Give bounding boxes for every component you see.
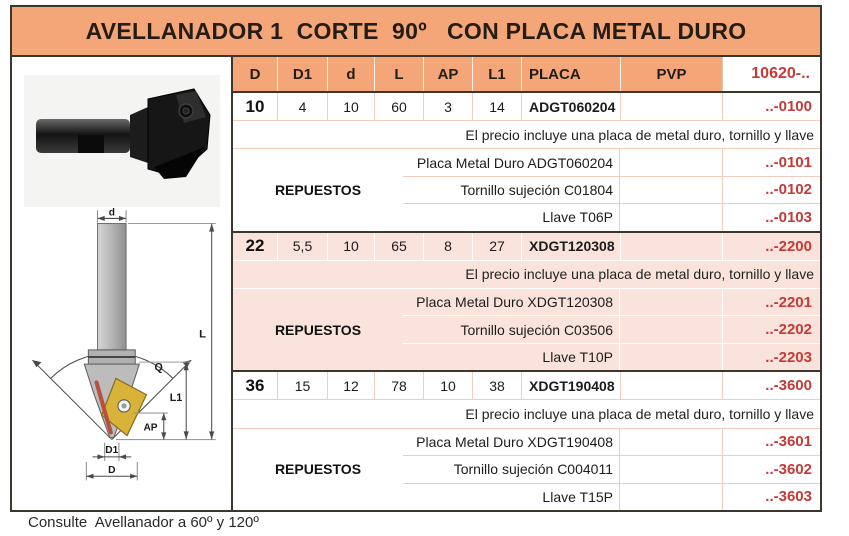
spec-order-code: ..-3600	[722, 372, 820, 399]
catalog-frame	[10, 5, 822, 512]
spare-part-pvp	[620, 456, 722, 482]
spare-parts-rows	[403, 289, 820, 370]
spec-placa: ADGT060204	[521, 93, 620, 120]
spare-part-desc: Tornillo sujeción C03506	[403, 316, 620, 342]
dim-label-D1: D1	[105, 444, 119, 456]
spare-parts-label: REPUESTOS	[274, 321, 362, 338]
spec-D: 10	[245, 96, 265, 116]
spare-part-code: ..-2201	[722, 289, 820, 315]
spare-part-row	[403, 343, 820, 370]
spare-part-code: ..-2202	[722, 316, 820, 342]
spare-part-code: ..-0101	[722, 149, 820, 175]
col-header-D: D	[249, 65, 261, 83]
spec-AP: 3	[423, 93, 472, 120]
dim-label-L: L	[199, 328, 206, 341]
spare-part-code: ..-0102	[722, 177, 820, 203]
spare-parts-block	[233, 288, 820, 370]
spec-L: 78	[374, 372, 423, 399]
spare-part-row	[403, 149, 820, 175]
dim-label-L1: L1	[169, 391, 183, 404]
col-header-AP: AP	[423, 57, 472, 91]
spec-AP: 8	[423, 233, 472, 260]
spare-part-desc: Llave T15P	[403, 484, 620, 510]
spec-order-code: ..-0100	[722, 93, 820, 120]
spare-part-code: ..-3601	[722, 429, 820, 455]
spare-part-desc: Llave T10P	[403, 344, 620, 370]
spare-part-row	[403, 315, 820, 342]
product-image-panel	[12, 57, 233, 510]
product-group-d10	[233, 91, 820, 231]
col-header-d: d	[327, 57, 374, 91]
spare-part-pvp	[620, 316, 722, 342]
product-photo	[24, 75, 220, 212]
spec-D1: 4	[277, 93, 327, 120]
spec-L: 65	[374, 233, 423, 260]
spare-part-row	[403, 483, 820, 510]
spec-pvp	[620, 233, 722, 260]
product-group-d22	[233, 231, 820, 371]
spec-D1: 5,5	[277, 233, 327, 260]
col-header-pvp: PVP	[620, 57, 722, 91]
spare-part-row	[403, 289, 820, 315]
spec-pvp	[620, 372, 722, 399]
spare-parts-block	[233, 428, 820, 510]
price-note: El precio incluye una placa de metal duro, tornillo y llave	[233, 260, 820, 288]
spare-parts-rows	[403, 149, 820, 230]
content-body	[12, 57, 820, 510]
spare-parts-label: REPUESTOS	[274, 181, 362, 198]
spare-part-code: ..-0103	[722, 204, 820, 230]
spare-part-row	[403, 455, 820, 482]
spec-AP: 10	[423, 372, 472, 399]
dim-label-D: D	[108, 465, 116, 477]
spare-part-row	[403, 203, 820, 230]
spare-part-desc: Tornillo sujeción C01804	[403, 177, 620, 203]
col-header-D1: D1	[277, 57, 327, 91]
price-note: El precio incluye una placa de metal duro, tornillo y llave	[233, 120, 820, 148]
spare-part-desc: Llave T06P	[403, 204, 620, 230]
footer-note: Consulte Avellanador a 60º y 120º	[28, 514, 259, 531]
spec-row	[233, 372, 820, 399]
spare-part-pvp	[620, 484, 722, 510]
col-header-L1: L1	[472, 57, 521, 91]
spec-placa: XDGT190408	[521, 372, 620, 399]
spec-placa: XDGT120308	[521, 233, 620, 260]
spare-part-desc: Placa Metal Duro XDGT190408	[403, 429, 620, 455]
spec-pvp	[620, 93, 722, 120]
spec-L: 60	[374, 93, 423, 120]
spec-row	[233, 93, 820, 120]
spec-L1: 14	[472, 93, 521, 120]
spare-part-pvp	[620, 429, 722, 455]
spare-parts-block	[233, 148, 820, 230]
spec-d: 10	[327, 233, 374, 260]
spec-L1: 27	[472, 233, 521, 260]
dim-label-AP: AP	[143, 422, 158, 434]
spec-D: 36	[245, 375, 265, 395]
spec-D: 22	[245, 236, 265, 256]
table-header-row	[233, 57, 820, 91]
spare-part-pvp	[620, 344, 722, 370]
spare-part-pvp	[620, 204, 722, 230]
spare-part-pvp	[620, 289, 722, 315]
countersink-photo-image	[24, 75, 220, 207]
product-group-d36	[233, 370, 820, 510]
spare-part-row	[403, 176, 820, 203]
spare-parts-rows	[403, 429, 820, 510]
dimension-diagram-image	[15, 207, 229, 505]
spec-D1: 15	[277, 372, 327, 399]
spec-row	[233, 233, 820, 260]
page-title: AVELLANADOR 1 CORTE 90º CON PLACA METAL DURO	[12, 7, 820, 57]
price-note: El precio incluye una placa de metal duro, tornillo y llave	[233, 399, 820, 427]
dim-label-angle-q: Q	[154, 361, 163, 374]
spec-d: 10	[327, 93, 374, 120]
col-header-placa: PLACA	[521, 57, 620, 91]
spec-table	[233, 57, 820, 510]
spare-part-code: ..-3602	[722, 456, 820, 482]
spare-part-desc: Tornillo sujeción C004011	[403, 456, 620, 482]
spec-d: 12	[327, 372, 374, 399]
spare-part-desc: Placa Metal Duro XDGT120308	[403, 289, 620, 315]
spare-part-code: ..-3603	[722, 484, 820, 510]
spare-parts-label: REPUESTOS	[274, 461, 362, 478]
spare-part-desc: Placa Metal Duro ADGT060204	[403, 149, 620, 175]
col-header-L: L	[374, 57, 423, 91]
spec-L1: 38	[472, 372, 521, 399]
dimension-diagram	[15, 207, 229, 510]
spec-order-code: ..-2200	[722, 233, 820, 260]
spare-part-row	[403, 429, 820, 455]
spare-part-pvp	[620, 177, 722, 203]
col-header-order-code: 10620-..	[722, 57, 820, 91]
dim-label-d: d	[108, 207, 115, 219]
spare-part-pvp	[620, 149, 722, 175]
spare-part-code: ..-2203	[722, 344, 820, 370]
